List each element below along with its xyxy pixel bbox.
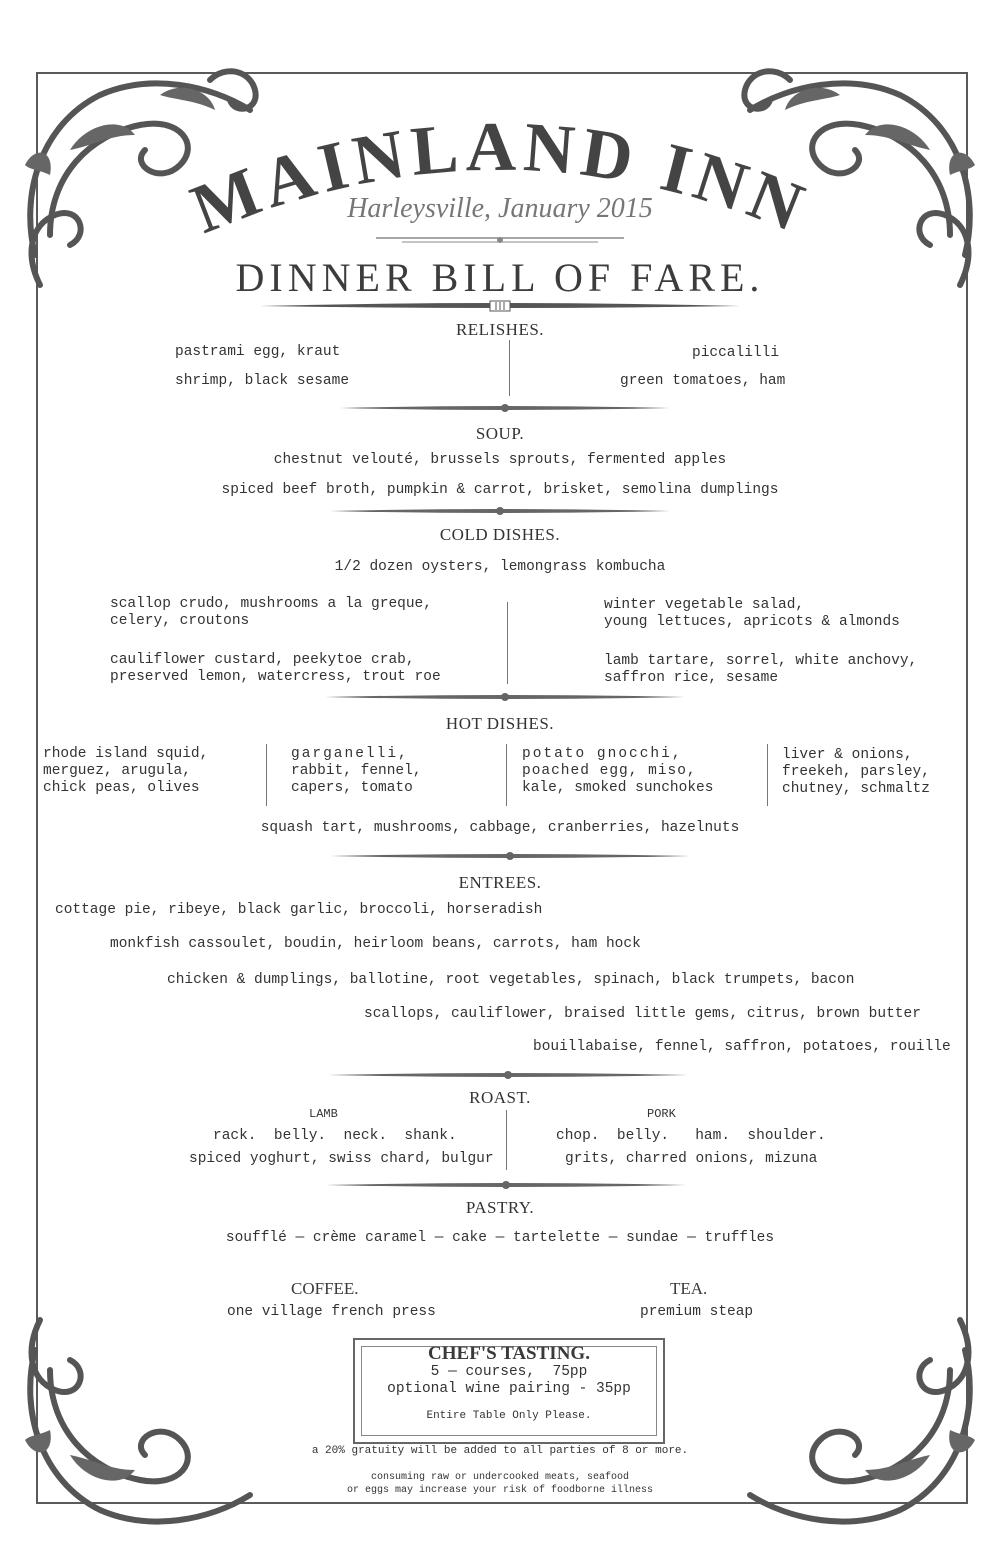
cold-dish-line: winter vegetable salad, (604, 597, 805, 613)
cold-dish-item (604, 653, 917, 687)
column-divider (507, 602, 508, 684)
cold-dish-item (604, 597, 900, 631)
relish-item: pastrami egg, kraut (175, 344, 341, 360)
cold-dishes-heading: COLD DISHES. (439, 525, 561, 544)
chefs-tasting-courses: 5 — courses, 75pp (430, 1364, 588, 1380)
cold-dish-line: saffron rice, sesame (604, 670, 779, 686)
column-divider (506, 1110, 507, 1170)
column-divider (509, 340, 510, 396)
column-divider (767, 744, 768, 806)
chefs-tasting-wine: optional wine pairing - 35pp (387, 1381, 631, 1397)
hot-dish-line: rhode island squid, (43, 746, 209, 762)
cold-dish-item (110, 652, 441, 686)
section-divider (325, 692, 685, 702)
roast-lamb-sides: spiced yoghurt, swiss chard, bulgur (189, 1151, 494, 1167)
cold-dish-featured: 1/2 dozen oysters, lemongrass kombucha (334, 559, 666, 575)
roast-lamb-label: LAMB (309, 1107, 338, 1121)
chefs-tasting-heading: CHEF'S TASTING. (428, 1343, 590, 1364)
hot-dish-line: garganelli, (291, 746, 409, 762)
pastry-items: soufflé — crème caramel — cake — tartelette — sundae — truffles (225, 1230, 775, 1246)
column-divider (506, 744, 507, 806)
flourish-small (372, 232, 628, 248)
hot-dish-line: rabbit, fennel, (291, 763, 422, 779)
coffee-item: one village french press (227, 1304, 436, 1320)
tea-heading: TEA. (670, 1279, 708, 1298)
relishes-heading: RELISHES. (455, 320, 545, 339)
entree-item: chicken & dumplings, ballotine, root vegetables, spinach, black trumpets, bacon (167, 972, 855, 988)
roast-heading: ROAST. (469, 1088, 531, 1107)
section-divider (330, 506, 670, 516)
hot-dish-line: freekeh, parsley, (782, 764, 930, 780)
coffee-heading: COFFEE. (291, 1279, 359, 1298)
tea-item: premium steap (640, 1304, 754, 1320)
hot-dish-line: chick peas, olives (43, 780, 200, 796)
hot-dishes-heading: HOT DISHES. (445, 714, 555, 733)
hot-dish-line: potato gnocchi, (522, 746, 683, 762)
hot-dish-line: capers, tomato (291, 780, 413, 796)
hot-dish-line: liver & onions, (782, 747, 913, 763)
hot-dish-line: poached egg, miso, (522, 763, 697, 779)
cold-dish-item (110, 596, 432, 630)
chefs-tasting-box (353, 1338, 665, 1444)
svg-text:MAINLAND INN (182, 109, 819, 249)
roast-pork-sides: grits, charred onions, mizuna (565, 1151, 818, 1167)
hot-dish-line: chutney, schmaltz (782, 781, 930, 797)
soup-item: spiced beef broth, pumpkin & carrot, brisket, semolina dumplings (221, 482, 779, 498)
cold-dish-line: young lettuces, apricots & almonds (604, 614, 900, 630)
soup-heading: SOUP. (475, 424, 525, 443)
relish-item: green tomatoes, ham (620, 373, 786, 389)
cold-dish-line: scallop crudo, mushrooms a la greque, (110, 596, 432, 612)
column-divider (266, 744, 267, 806)
health-warning-line: consuming raw or undercooked meats, seafood (370, 1472, 630, 1483)
entree-item: bouillabaise, fennel, saffron, potatoes, rouille (533, 1039, 951, 1055)
section-divider (326, 1180, 686, 1190)
entrees-heading: ENTREES. (458, 873, 542, 892)
ornament-corner-bottom-left (10, 1290, 270, 1550)
relish-item: piccalilli (692, 345, 780, 361)
cold-dish-line: preserved lemon, watercress, trout roe (110, 669, 441, 685)
hot-dish-item (782, 747, 930, 798)
chefs-tasting-note: Entire Table Only Please. (426, 1410, 592, 1422)
location-date: Harleysville, January 2015 (347, 193, 653, 224)
hot-dish-footer-item: squash tart, mushrooms, cabbage, cranberries, hazelnuts (260, 820, 740, 836)
section-divider (328, 1070, 688, 1080)
gratuity-note: a 20% gratuity will be added to all parties of 8 or more. (311, 1445, 689, 1457)
menu-subtitle: DINNER BILL OF FARE. (235, 255, 765, 300)
ornament-corner-bottom-right (730, 1290, 990, 1550)
relish-item: shrimp, black sesame (175, 373, 350, 389)
hot-dish-item (43, 746, 208, 797)
hot-dish-item (522, 746, 713, 797)
entree-item: scallops, cauliflower, braised little gems, citrus, brown butter (364, 1006, 921, 1022)
cold-dish-line: celery, croutons (110, 613, 250, 629)
pastry-heading: PASTRY. (465, 1198, 535, 1217)
roast-pork-label: PORK (647, 1107, 676, 1121)
soup-item: chestnut velouté, brussels sprouts, fermented apples (273, 452, 727, 468)
title-underline (260, 300, 740, 312)
hot-dish-item (291, 746, 422, 797)
restaurant-name: MAINLAND INN (181, 108, 819, 249)
hot-dish-line: kale, smoked sunchokes (522, 780, 714, 796)
entree-item: monkfish cassoulet, boudin, heirloom beans, carrots, ham hock (110, 936, 641, 952)
cold-dish-line: cauliflower custard, peekytoe crab, (110, 652, 415, 668)
section-divider (330, 851, 690, 861)
cold-dish-line: lamb tartare, sorrel, white anchovy, (604, 653, 918, 669)
entree-item: cottage pie, ribeye, black garlic, broccoli, horseradish (55, 902, 543, 918)
section-divider (340, 403, 670, 413)
roast-lamb-cuts: rack. belly. neck. shank. (213, 1128, 457, 1144)
roast-pork-cuts: chop. belly. ham. shoulder. (556, 1128, 826, 1144)
health-warning-line: or eggs may increase your risk of foodborne illness (346, 1485, 654, 1496)
hot-dish-line: merguez, arugula, (43, 763, 191, 779)
